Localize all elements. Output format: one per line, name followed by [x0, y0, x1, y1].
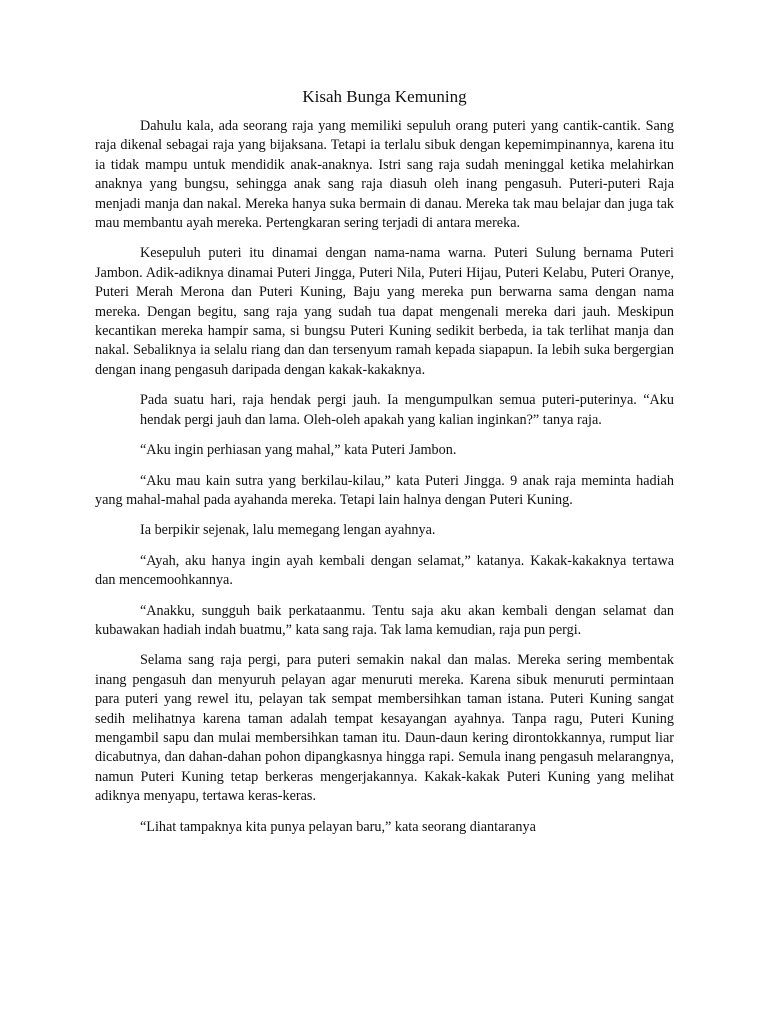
- paragraph-8: “Anakku, sungguh baik perkataanmu. Tentu saja aku akan kembali dengan selamat dan kubawakan hadiah indah buatmu,” kata sang raja. Tak lama kemudian, raja pun pergi.: [95, 602, 674, 638]
- paragraph-6: Ia berpikir sejenak, lalu memegang lengan ayahnya.: [140, 522, 436, 539]
- paragraph-7: “Ayah, aku hanya ingin ayah kembali dengan selamat,” katanya. Kakak-kakaknya tertawa dan mencemoohkannya.: [95, 552, 674, 589]
- paragraph-9: Selama sang raja pergi, para puteri semakin nakal dan malas. Mereka sering membentak inang pengasuh dan menyuruh pelayan agar menuruti mereka. Karena sibuk menuruti permintaan para puteri yang rewel itu, pelayan tak sempat membersihkan taman istana. Puteri Kuning sangat sedih melihatnya karena taman adalah tempat kesayangan ayahnya. Tanpa ragu, Puteri Kuning mengambil sapu dan mulai membersihkan taman itu. Daun-daun kering dirontokkannya, rumput liar dicabutnya, dan dahan-dahan pohon dipangkasnya hingga rapi. Semula inang pengasuh melarangnya, namun Puteri Kuning tetap berkeras mengerjakannya. Kakak-kakak Puteri Kuning yang melihat adiknya menyapu, tertawa keras-keras.: [95, 652, 674, 805]
- document-page: [95, 86, 674, 848]
- document-title: Kisah Bunga Kemuning: [302, 87, 467, 106]
- paragraph-5: “Aku mau kain sutra yang berkilau-kilau,” kata Puteri Jingga. 9 anak raja meminta hadiah yang mahal-mahal pada ayahanda mereka. Tetapi lain halnya dengan Puteri Kuning.: [95, 472, 674, 508]
- paragraph-3: Pada suatu hari, raja hendak pergi jauh. Ia mengumpulkan semua puteri-puterinya. “Aku hendak pergi jauh dan lama. Oleh-oleh apakah yang kalian inginkan?” tanya raja.: [140, 392, 674, 428]
- paragraph-2: Kesepuluh puteri itu dinamai dengan nama-nama warna. Puteri Sulung bernama Puteri Jambon. Adik-adiknya dinamai Puteri Jingga, Puteri Nila, Puteri Hijau, Puteri Kelabu, Puteri Oranye, Puteri Merah Merona dan Puteri Kuning, Baju yang mereka pun berwarna sama dengan nama mereka. Dengan begitu, sang raja yang sudah tua dapat mengenali mereka dari jauh. Meskipun kecantikan mereka hampir sama, si bungsu Puteri Kuning sedikit berbeda, ia tak terlihat manja dan nakal. Sebaliknya ia selalu riang dan dan tersenyum ramah kepada siapapun. Ia lebih suka bergergian dengan inang pengasuh daripada dengan kakak-kakaknya.: [95, 245, 674, 378]
- paragraph-10: “Lihat tampaknya kita punya pelayan baru,” kata seorang diantaranya: [140, 818, 536, 835]
- paragraph-1: Dahulu kala, ada seorang raja yang memiliki sepuluh orang puteri yang cantik-cantik. Sang raja dikenal sebagai raja yang bijaksana. Tetapi ia terlalu sibuk dengan kepemimpinannya, karena itu ia tidak mampu untuk mendidik anak-anaknya. Istri sang raja sudah meninggal ketika melahirkan anaknya yang bungsu, sehingga anak sang raja diasuh oleh inang pengasuh. Puteri-puteri Raja menjadi manja dan nakal. Mereka hanya suka bermain di danau. Mereka tak mau belajar dan juga tak mau membantu ayah mereka. Pertengkaran sering terjadi di antara mereka.: [95, 118, 674, 232]
- paragraph-4: “Aku ingin perhiasan yang mahal,” kata Puteri Jambon.: [140, 442, 457, 459]
